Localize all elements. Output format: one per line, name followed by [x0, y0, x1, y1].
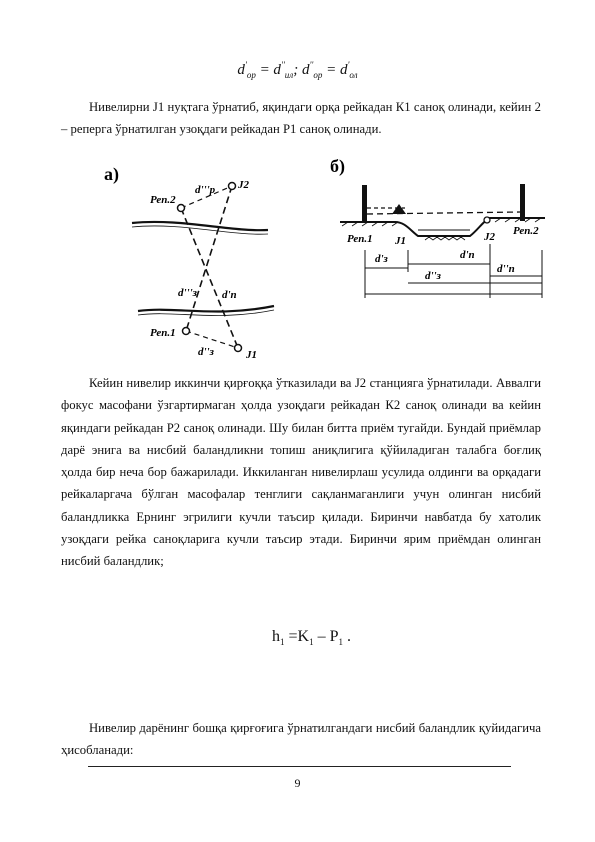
label-rep1: Реп.1: [150, 327, 176, 339]
paragraph-2: Кейин нивелир иккинчи қирғоққа ўтказилади ва J2 станцияга ўрнатилади. Аввалги фокус масофани ўзгартирмаган ҳолда узоқдаги рейкадан К2 саноқ олинади ва кейин яқиндаги рейкадан Р2 саноқ олинади. Шу билан битта приём тугайди. Бундай приёмлар дарё энига ва нисбий баландликни топиш аниқлигига қўйиладиган талабга боғлиқ ҳолда бир неча бор бажарилади. Иккиланган нивелирлаш усулида олдинги ва орқадаги рейкаларгача бўлган масофалар тенглиги сақланмаганлиги учун олинган нисбий баландликка Ернинг эгрилиги кучли таъсир қилади. Биринчи навбатда бу хатолик узоқдаги рейка саноқларига кучли таъсир этади. Биринчи ярим приёмдан олинган нисбий баландлик;: [61, 376, 541, 569]
figure-label-a: a): [104, 164, 119, 184]
footer-divider: [88, 766, 511, 767]
dim-d-3c: d''з: [425, 270, 441, 282]
staff-right: [520, 184, 525, 221]
label-d-3b: d''з: [198, 346, 214, 358]
rep2-point: [178, 205, 185, 212]
label-j1-b: J1: [395, 235, 406, 247]
paragraph-1: Нивелирни J1 нуқтага ўрнатиб, яқиндаги орқа рейкадан К1 саноқ олинади, кейин 2 – реперга ўрнатилган узоқдаги рейкадан Р1 саноқ олинади.: [61, 100, 541, 137]
rep1-point: [183, 328, 190, 335]
label-j1: J1: [246, 349, 257, 361]
label-rep2: Реп.2: [150, 194, 176, 206]
dim-d-3: d'з: [375, 253, 388, 265]
staff-left: [362, 185, 367, 221]
label-d-3: d'''з: [178, 287, 197, 299]
formula-height: $h_1 =K_1 - P_1$ .: [272, 628, 351, 648]
figure-label-b: б): [330, 156, 345, 176]
j1-point: [235, 345, 242, 352]
formula-distances: $d'_{ор} = d''_{ил}$; $d''_{ор} = d'_{ол}$: [237, 60, 358, 80]
paragraph-3: Нивелир дарёнинг бошқа қирғоғига ўрнатилгандаги нисбий баландлик қуйидагича ҳисобланади:: [61, 721, 541, 758]
label-d-n: d'п: [222, 289, 237, 301]
label-rep2-b: Реп.2: [513, 225, 539, 237]
figure-river-crossing: [0, 148, 595, 383]
label-j2: J2: [238, 179, 249, 191]
j2-point: [229, 183, 236, 190]
level-instrument-icon: [392, 204, 406, 214]
label-rep1-b: Реп.1: [347, 233, 373, 245]
label-j2-b: J2: [484, 231, 495, 243]
page-number: 9: [294, 776, 301, 790]
river-bank-bottom: [138, 306, 274, 312]
dim-d-nb: d''п: [497, 263, 515, 275]
dim-d-n: d'п: [460, 249, 475, 261]
j2-point-b: [484, 217, 490, 223]
label-d-p: d'''р: [195, 184, 216, 196]
